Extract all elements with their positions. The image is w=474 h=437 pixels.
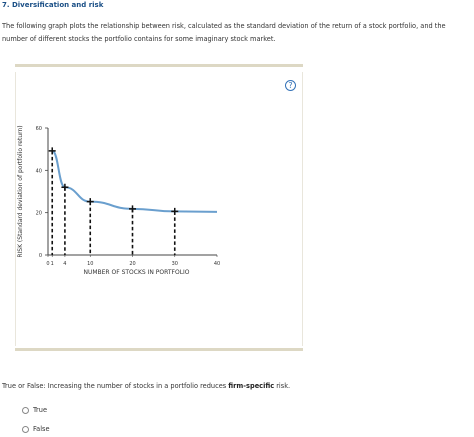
x-tick-label: 0	[46, 261, 50, 267]
y-tick-label: 60	[35, 126, 42, 132]
y-tick-label: 20	[35, 210, 42, 217]
risk-curve	[52, 151, 217, 212]
question-suffix: risk.	[274, 382, 291, 390]
question-title: 7. Diversification and risk	[2, 1, 104, 9]
option-true[interactable]	[22, 406, 47, 414]
data-point-marker	[171, 208, 178, 215]
radio-false[interactable]	[22, 426, 29, 433]
x-tick-label: 30	[171, 261, 178, 267]
data-point-marker	[129, 205, 136, 212]
option-false[interactable]	[22, 425, 50, 433]
help-icon[interactable]: ?	[285, 80, 296, 91]
y-axis-label: RISK (Standard deviation of portfolio return)	[17, 125, 24, 258]
radio-true[interactable]	[22, 407, 29, 414]
x-tick-label: 10	[87, 261, 94, 267]
x-tick-label: 20	[129, 261, 136, 267]
question-emphasis: firm-specific	[228, 382, 275, 390]
data-point-marker	[87, 198, 94, 205]
x-axis-label: NUMBER OF STOCKS IN PORTFOLIO	[83, 269, 190, 276]
y-tick-label: 40	[35, 168, 42, 175]
x-tick-label: 1	[50, 261, 54, 267]
y-tick-label: 0	[38, 253, 42, 259]
option-true-label: True	[33, 406, 48, 414]
question-text	[2, 382, 290, 390]
intro-text: The following graph plots the relationship between risk, calculated as the standard deviation of the return of a stock portfolio, and the number of different stocks the portfolio contains for some imaginary stock market.	[2, 22, 446, 43]
option-false-label: False	[33, 425, 50, 433]
x-tick-label: 40	[213, 261, 221, 267]
x-tick-label: 4	[63, 261, 67, 267]
question-prefix: True or False: Increasing the number of stocks in a portfolio reduces	[2, 382, 229, 390]
